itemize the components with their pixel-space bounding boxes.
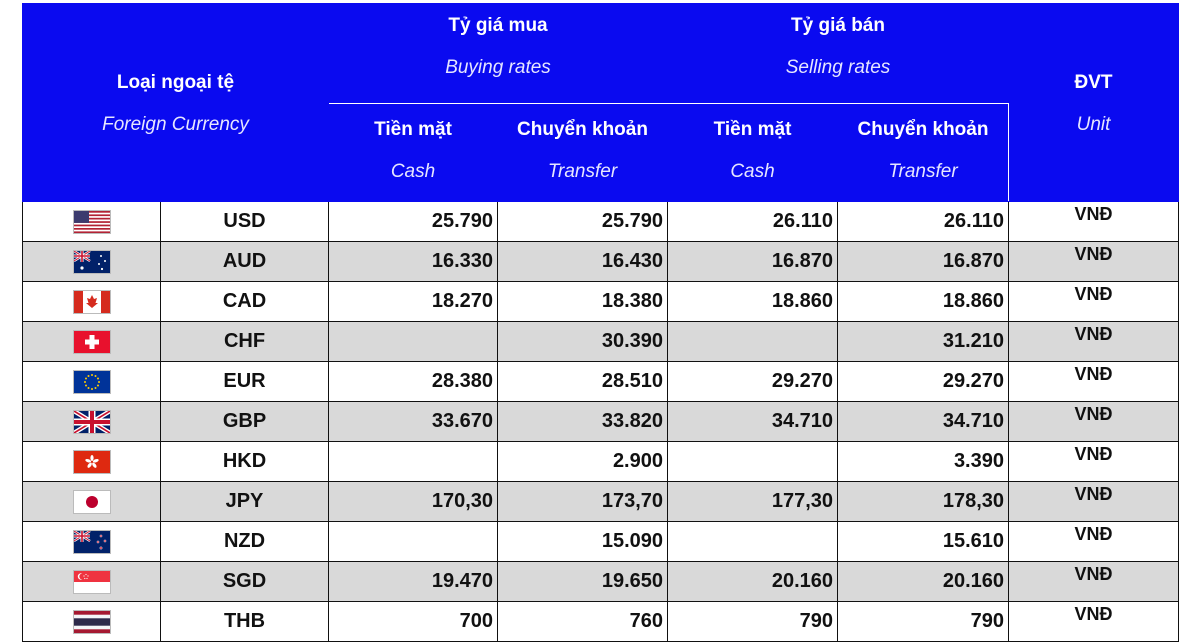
exchange-rate-board <box>22 3 1178 642</box>
buying-header-en: Buying rates <box>445 56 551 78</box>
table-row <box>23 442 1179 482</box>
transfer-header-vn: Chuyển khoản <box>857 118 989 140</box>
buy-cash-cell: 25.790 <box>329 202 498 242</box>
unit-cell: VNĐ <box>1009 602 1179 642</box>
currency-code: EUR <box>161 362 329 402</box>
table-row <box>23 562 1179 602</box>
unit-cell: VNĐ <box>1009 442 1179 482</box>
buy-cash-cell: 28.380 <box>329 362 498 402</box>
currency-code: CAD <box>161 282 329 322</box>
unit-cell: VNĐ <box>1009 322 1179 362</box>
buy-cash-cell <box>329 442 498 482</box>
currency-code: USD <box>161 202 329 242</box>
au-flag-icon <box>74 251 110 273</box>
buy-transfer-cell: 33.820 <box>498 402 668 442</box>
unit-cell: VNĐ <box>1009 522 1179 562</box>
table-row <box>23 402 1179 442</box>
table-row <box>23 482 1179 522</box>
buy-cash-cell <box>329 322 498 362</box>
buy-transfer-header <box>498 104 668 202</box>
nz-flag-icon <box>74 531 110 553</box>
buy-cash-cell: 170,30 <box>329 482 498 522</box>
unit-header-vn: ĐVT <box>1074 71 1113 93</box>
gb-flag-icon <box>74 411 110 433</box>
sell-transfer-cell: 178,30 <box>838 482 1009 522</box>
currency-header <box>23 4 329 202</box>
table-row <box>23 282 1179 322</box>
cash-header-en: Cash <box>390 160 436 182</box>
selling-header-en: Selling rates <box>785 56 891 78</box>
sell-transfer-cell: 15.610 <box>838 522 1009 562</box>
unit-cell: VNĐ <box>1009 202 1179 242</box>
sell-transfer-cell: 20.160 <box>838 562 1009 602</box>
unit-header <box>1009 4 1179 202</box>
cash-header-vn: Tiền mặt <box>374 118 452 140</box>
th-flag-icon <box>74 611 110 633</box>
buy-transfer-cell: 28.510 <box>498 362 668 402</box>
ch-flag-icon <box>74 331 110 353</box>
currency-code: AUD <box>161 242 329 282</box>
sell-cash-cell: 18.860 <box>668 282 838 322</box>
unit-cell: VNĐ <box>1009 482 1179 522</box>
currency-code: JPY <box>161 482 329 522</box>
eu-flag-icon <box>74 371 110 393</box>
buy-transfer-cell: 16.430 <box>498 242 668 282</box>
cash-header-en: Cash <box>730 160 775 182</box>
currency-header-vn: Loại ngoại tệ <box>116 71 235 93</box>
table-row <box>23 362 1179 402</box>
unit-cell: VNĐ <box>1009 242 1179 282</box>
sell-cash-cell: 34.710 <box>668 402 838 442</box>
sell-cash-cell <box>668 442 838 482</box>
buy-cash-header <box>329 104 498 202</box>
currency-code: THB <box>161 602 329 642</box>
currency-code: SGD <box>161 562 329 602</box>
exchange-rate-table <box>22 3 1179 642</box>
buy-cash-cell <box>329 522 498 562</box>
currency-code: CHF <box>161 322 329 362</box>
unit-cell: VNĐ <box>1009 282 1179 322</box>
ca-flag-icon <box>74 291 110 313</box>
unit-header-en: Unit <box>1076 113 1111 135</box>
buying-header-vn: Tỷ giá mua <box>448 14 548 36</box>
buying-rates-header <box>329 4 668 104</box>
buy-transfer-cell: 25.790 <box>498 202 668 242</box>
sell-cash-cell: 790 <box>668 602 838 642</box>
sell-cash-cell: 177,30 <box>668 482 838 522</box>
cash-header-vn: Tiền mặt <box>713 118 792 140</box>
sell-cash-cell <box>668 322 838 362</box>
sell-transfer-cell: 31.210 <box>838 322 1009 362</box>
table-row <box>23 322 1179 362</box>
sell-transfer-header <box>838 104 1009 202</box>
selling-header-vn: Tỷ giá bán <box>791 14 885 36</box>
buy-transfer-cell: 19.650 <box>498 562 668 602</box>
table-row <box>23 602 1179 642</box>
sell-cash-cell: 16.870 <box>668 242 838 282</box>
sell-transfer-cell: 3.390 <box>838 442 1009 482</box>
sell-cash-cell: 20.160 <box>668 562 838 602</box>
transfer-header-vn: Chuyển khoản <box>517 118 648 140</box>
buy-cash-cell: 33.670 <box>329 402 498 442</box>
buy-transfer-cell: 18.380 <box>498 282 668 322</box>
sell-cash-header <box>668 104 838 202</box>
currency-code: NZD <box>161 522 329 562</box>
currency-code: GBP <box>161 402 329 442</box>
buy-transfer-cell: 173,70 <box>498 482 668 522</box>
transfer-header-en: Transfer <box>547 160 618 182</box>
sell-cash-cell <box>668 522 838 562</box>
sell-transfer-cell: 18.860 <box>838 282 1009 322</box>
unit-cell: VNĐ <box>1009 362 1179 402</box>
sell-transfer-cell: 29.270 <box>838 362 1009 402</box>
currency-code: HKD <box>161 442 329 482</box>
table-row <box>23 522 1179 562</box>
sell-cash-cell: 29.270 <box>668 362 838 402</box>
hk-flag-icon <box>74 451 110 473</box>
buy-transfer-cell: 760 <box>498 602 668 642</box>
sell-transfer-cell: 16.870 <box>838 242 1009 282</box>
sell-cash-cell: 26.110 <box>668 202 838 242</box>
buy-cash-cell: 18.270 <box>329 282 498 322</box>
buy-cash-cell: 19.470 <box>329 562 498 602</box>
selling-rates-header <box>668 4 1009 104</box>
buy-cash-cell: 16.330 <box>329 242 498 282</box>
sg-flag-icon <box>74 571 110 593</box>
table-row <box>23 242 1179 282</box>
sell-transfer-cell: 790 <box>838 602 1009 642</box>
buy-cash-cell: 700 <box>329 602 498 642</box>
sell-transfer-cell: 34.710 <box>838 402 1009 442</box>
unit-cell: VNĐ <box>1009 402 1179 442</box>
us-flag-icon <box>74 211 110 233</box>
transfer-header-en: Transfer <box>888 160 958 182</box>
currency-header-en: Foreign Currency <box>102 113 249 135</box>
buy-transfer-cell: 2.900 <box>498 442 668 482</box>
unit-cell: VNĐ <box>1009 562 1179 602</box>
buy-transfer-cell: 30.390 <box>498 322 668 362</box>
buy-transfer-cell: 15.090 <box>498 522 668 562</box>
jp-flag-icon <box>74 491 110 513</box>
sell-transfer-cell: 26.110 <box>838 202 1009 242</box>
table-row <box>23 202 1179 242</box>
